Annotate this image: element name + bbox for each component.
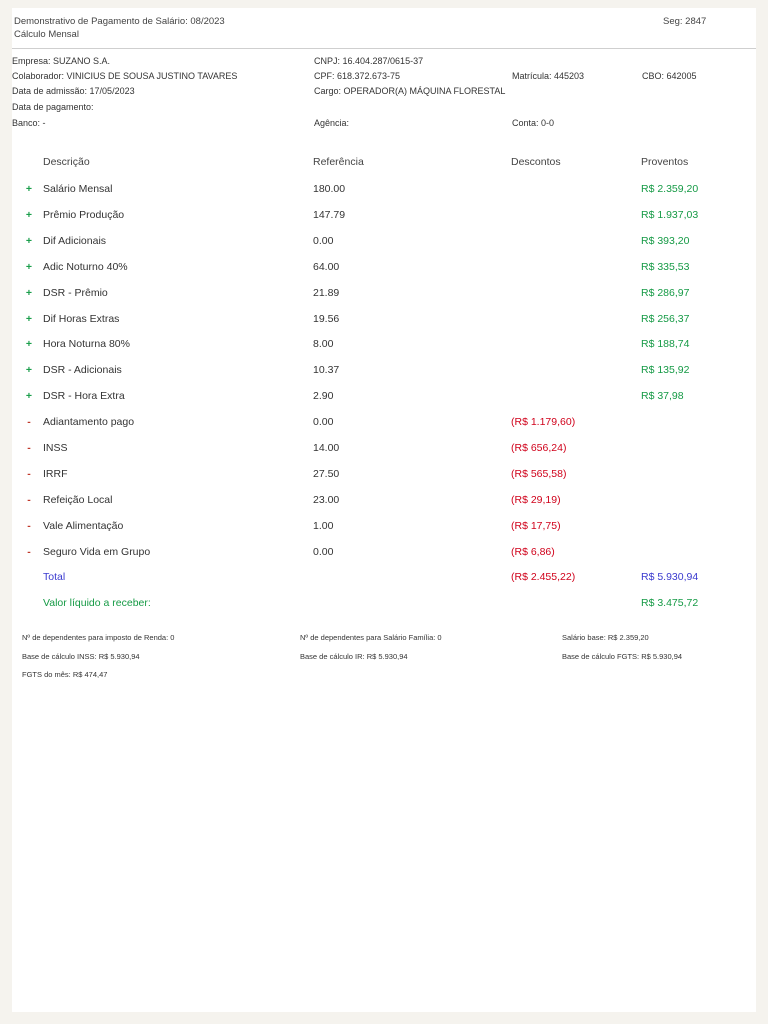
row-referencia: 21.89 xyxy=(313,286,340,299)
row-sign: + xyxy=(25,183,33,195)
table-row xyxy=(12,494,756,520)
row-descricao: Vale Alimentação xyxy=(43,519,124,532)
table-row xyxy=(12,209,756,235)
row-descricao: Adic Noturno 40% xyxy=(43,260,128,273)
liquido-row xyxy=(12,597,756,623)
row-sign: + xyxy=(25,260,33,273)
base-calculo-ir: Base de cálculo IR: R$ 5.930,94 xyxy=(300,652,408,661)
row-descricao: DSR - Hora Extra xyxy=(43,390,125,403)
cpf: CPF: 618.372.673-75 xyxy=(314,71,401,81)
row-desconto: (R$ 6,86) xyxy=(511,545,555,558)
seg-number: Seg: 2847 xyxy=(663,16,707,27)
row-provento: R$ 286,97 xyxy=(641,286,690,299)
row-descricao: INSS xyxy=(43,442,68,454)
row-descricao: Hora Noturna 80% xyxy=(43,338,130,351)
banco: Banco: - xyxy=(12,118,46,128)
row-sign: + xyxy=(25,338,33,351)
row-referencia: 2.90 xyxy=(313,390,334,403)
row-referencia: 147.79 xyxy=(313,208,346,221)
base-calculo-inss: Base de cálculo INSS: R$ 5.930,94 xyxy=(22,652,140,661)
row-referencia: 64.00 xyxy=(313,260,340,273)
matricula: Matrícula: 445203 xyxy=(512,71,585,81)
row-provento: R$ 37,98 xyxy=(641,390,684,403)
base-calculo-fgts: Base de cálculo FGTS: R$ 5.930,94 xyxy=(562,652,683,661)
row-referencia: 14.00 xyxy=(313,442,340,454)
row-referencia: 0.00 xyxy=(313,545,334,558)
payslip-page xyxy=(12,8,756,1012)
row-referencia: 19.56 xyxy=(313,312,340,325)
total-proventos: R$ 5.930,94 xyxy=(641,571,699,583)
row-provento: R$ 256,37 xyxy=(641,312,690,325)
table-row xyxy=(12,416,756,442)
row-desconto: (R$ 17,75) xyxy=(511,519,561,532)
row-desconto: (R$ 1.179,60) xyxy=(511,416,576,429)
row-sign: + xyxy=(25,234,33,247)
data-pagamento: Data de pagamento: xyxy=(12,102,94,112)
cbo: CBO: 642005 xyxy=(642,71,697,81)
document-subtitle: Cálculo Mensal xyxy=(14,29,79,40)
total-descontos: (R$ 2.455,22) xyxy=(511,571,576,583)
table-row xyxy=(12,468,756,494)
row-sign: - xyxy=(27,442,31,454)
row-provento: R$ 1.937,03 xyxy=(641,208,699,221)
total-row xyxy=(12,571,756,597)
liquido-label: Valor líquido a receber: xyxy=(43,597,151,609)
row-sign: + xyxy=(25,208,33,221)
table-row xyxy=(12,520,756,546)
dependentes-ir: Nº de dependentes para imposto de Renda: 0 xyxy=(22,633,175,642)
row-descricao: Dif Adicionais xyxy=(43,234,107,247)
table-row xyxy=(12,287,756,313)
row-referencia: 180.00 xyxy=(313,183,346,195)
header-referencia: Referência xyxy=(313,156,364,168)
row-descricao: DSR - Prêmio xyxy=(43,286,108,299)
table-row xyxy=(12,546,756,572)
row-provento: R$ 393,20 xyxy=(641,234,690,247)
total-label: Total xyxy=(43,571,66,583)
row-provento: R$ 188,74 xyxy=(641,338,690,351)
row-referencia: 23.00 xyxy=(313,493,340,506)
row-desconto: (R$ 565,58) xyxy=(511,467,567,480)
header-descontos: Descontos xyxy=(511,156,561,168)
row-referencia: 10.37 xyxy=(313,364,340,377)
table-row xyxy=(12,313,756,339)
table-row xyxy=(12,261,756,287)
row-sign: + xyxy=(25,312,33,325)
colaborador: Colaborador: VINICIUS DE SOUSA JUSTINO TAVARES xyxy=(12,71,238,81)
row-provento: R$ 2.359,20 xyxy=(641,183,699,195)
row-sign: - xyxy=(27,467,31,480)
agencia: Agência: xyxy=(314,118,350,128)
row-descricao: IRRF xyxy=(43,467,68,480)
row-descricao: Adiantamento pago xyxy=(43,416,135,429)
table-row xyxy=(12,390,756,416)
header-descricao: Descrição xyxy=(43,156,90,168)
table-row xyxy=(12,183,756,209)
row-sign: - xyxy=(27,493,31,506)
cargo: Cargo: OPERADOR(A) MÁQUINA FLORESTAL xyxy=(314,86,506,96)
table-row xyxy=(12,235,756,261)
header-divider xyxy=(12,48,756,49)
row-sign: - xyxy=(27,545,31,558)
row-sign: - xyxy=(27,519,31,532)
table-row xyxy=(12,338,756,364)
dependentes-salario-familia: Nº de dependentes para Salário Família: 0 xyxy=(300,633,442,642)
liquido-value: R$ 3.475,72 xyxy=(641,597,699,609)
row-sign: + xyxy=(25,286,33,299)
table-row xyxy=(12,364,756,390)
row-referencia: 0.00 xyxy=(313,416,334,429)
conta: Conta: 0-0 xyxy=(512,118,555,128)
row-descricao: Salário Mensal xyxy=(43,183,113,195)
row-sign: - xyxy=(27,416,31,429)
row-sign: + xyxy=(25,390,33,403)
row-descricao: Dif Horas Extras xyxy=(43,312,120,325)
row-descricao: Seguro Vida em Grupo xyxy=(43,545,151,558)
empresa: Empresa: SUZANO S.A. xyxy=(12,56,111,66)
row-descricao: Prêmio Produção xyxy=(43,208,125,221)
row-referencia: 27.50 xyxy=(313,467,340,480)
row-provento: R$ 135,92 xyxy=(641,364,690,377)
document-title: Demonstrativo de Pagamento de Salário: 08/2023 xyxy=(14,16,225,27)
row-referencia: 1.00 xyxy=(313,519,334,532)
row-referencia: 0.00 xyxy=(313,234,334,247)
row-referencia: 8.00 xyxy=(313,338,334,351)
row-descricao: DSR - Adicionais xyxy=(43,364,122,377)
data-admissao: Data de admissão: 17/05/2023 xyxy=(12,86,135,96)
row-provento: R$ 335,53 xyxy=(641,260,690,273)
row-desconto: (R$ 29,19) xyxy=(511,493,561,506)
header-proventos: Proventos xyxy=(641,156,689,168)
cnpj: CNPJ: 16.404.287/0615-37 xyxy=(314,56,424,66)
row-sign: + xyxy=(25,364,33,377)
fgts-mes: FGTS do mês: R$ 474,47 xyxy=(22,670,108,679)
row-descricao: Refeição Local xyxy=(43,493,113,506)
table-row xyxy=(12,442,756,468)
row-desconto: (R$ 656,24) xyxy=(511,442,567,454)
salario-base: Salário base: R$ 2.359,20 xyxy=(562,633,649,642)
